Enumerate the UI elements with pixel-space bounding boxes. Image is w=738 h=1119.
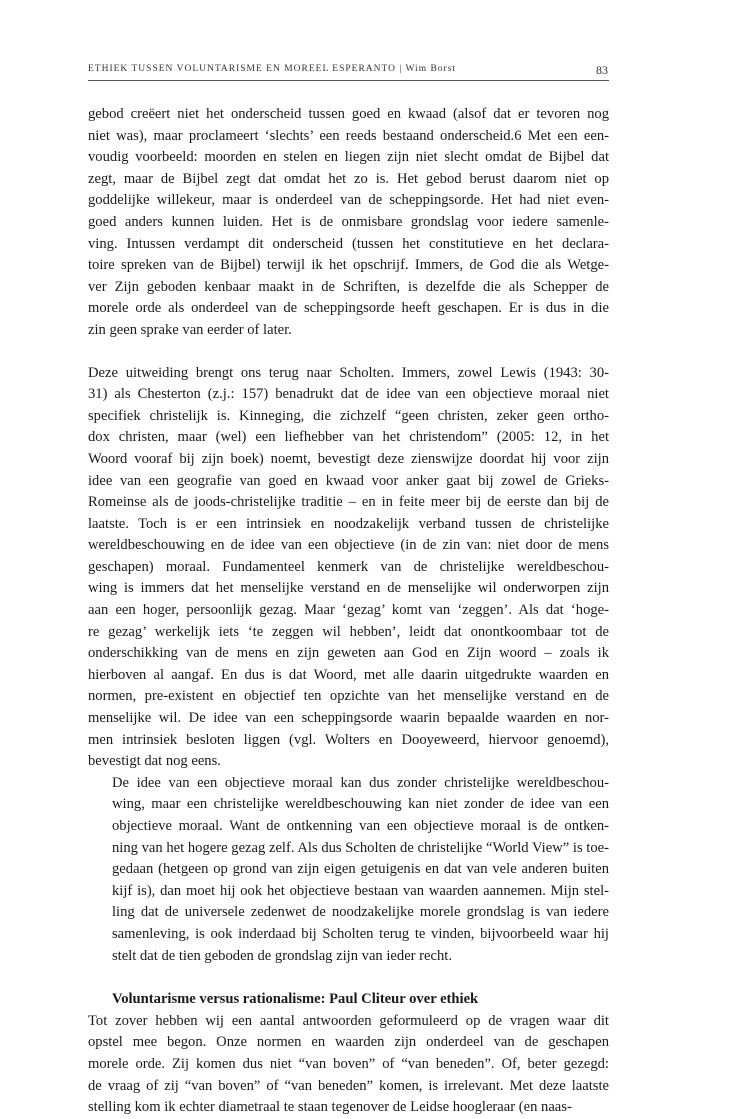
text-line: Deze uitweiding brengt ons terug naar Scholten. Immers, zowel Lewis (1943: 30- [88, 364, 609, 381]
text-line: ver Zijn geboden kenbaar maakt in de Schriften, is dezelfde die als Schepper de [88, 278, 609, 295]
text-line: hierboven al aangaf. En dus is dat Woord, met alle daarin uitgedrukte waarden en [88, 666, 609, 683]
text-line: stelling kom ik echter diametraal te staan tegenover de Leidse hoogleraar (en naas- [88, 1099, 572, 1116]
text-line: menselijke wil. De idee van een scheppingsorde waarin bepaalde waarden en nor- [88, 710, 609, 727]
text-line: ving. Intussen verdampt dit onderscheid (tussen het constitutieve en het declara- [88, 235, 609, 252]
text-line: normen, pre-existent en objectief ten opzichte van het menselijke verstand en de [88, 688, 609, 705]
text-line: gedaan (hetgeen op grond van zijn eigen getuigenis en dat van vele anderen buiten [112, 861, 609, 878]
paragraph-1 [88, 104, 609, 342]
text-line: objectieve moraal. Want de ontkenning van een objectieve moraal is de ontken- [112, 818, 609, 834]
text-line: laatste. Toch is er een intrinsiek en noodzakelijk verband tussen de christelijke [88, 515, 609, 532]
text-line: wing, maar een christelijke wereldbeschouwing kan niet zonder de idee van een [112, 796, 609, 813]
text-line: Tot zover hebben wij een aantal antwoorden geformuleerd op de vragen waar dit [88, 1012, 609, 1029]
page-number: 83 [596, 63, 608, 77]
text-line: men intrinsiek besloten liggen (vgl. Wolters en Dooyeweerd, hiervoor genoemd), [88, 731, 609, 748]
text-line: toire spreken van de Bijbel) terwijl ik het opschrijf. Immers, de God die als Wetge- [88, 257, 609, 274]
text-line: gebod creëert niet het onderscheid tussen goed en kwaad (alsof dat er tevoren nog [88, 106, 609, 122]
text-line: wereldbeschouwing en de idee van een objectieve (in de zin van: niet door de mens [88, 537, 609, 554]
text-line: ning van het hogere gezag zelf. Als dus Scholten de christelijke “World View” is toe- [112, 839, 609, 856]
text-line: niet was), maar proclameert ‘slechts’ een reeds bestaand onderscheid.6 Met een een- [88, 127, 609, 144]
text-line: Woord vooraf bij zijn boek) noemt, bevestigt deze zienswijze doordat hij voor zijn [88, 450, 609, 467]
text-line: re gezag’ werkelijk iets ‘te zeggen wil hebben’, leidt dat onontkoombaar tot de [88, 623, 609, 640]
text-line: zegt, maar de Bijbel zegt dat omdat het zo is. Het gebod berust daarom niet op [88, 170, 609, 187]
section-heading: Voluntarisme versus rationalisme: Paul Cliteur over ethiek [112, 991, 479, 1008]
section-paragraph [88, 1011, 609, 1119]
text-line: Romeinse als de joods-christelijke traditie – en in feite meer bij de eerste dan bij de [88, 494, 609, 511]
paragraph-3 [88, 773, 609, 967]
text-line: geschapen) moraal. Fundamenteel kenmerk van de christelijke wereldbeschou- [88, 558, 609, 575]
body-text [88, 104, 609, 1119]
text-line: stelt dat de tien geboden de grondslag zijn van ieder recht. [112, 947, 452, 964]
text-line: bevestigt dat nog eens. [88, 753, 221, 770]
text-line: ling dat de universele zedenwet de noodzakelijke morele grondslag is van iedere [112, 904, 609, 921]
text-line: idee van een geografie van goed en kwaad voor anker gaat bij zowel de Grieks- [88, 472, 609, 489]
text-line: goed anders kunnen luiden. Het is de onmisbare grondslag voor iedere samenle- [88, 213, 609, 230]
text-line: voudig voorbeeld: moorden en stelen en liegen zijn niet slecht omdat de Bijbel dat [88, 149, 609, 166]
text-line: samenleving, is ook inderdaad bij Scholten terug te vinden, bijvoorbeeld waar hij [112, 925, 609, 942]
paragraph-2 [88, 363, 609, 773]
header-rule [88, 80, 609, 81]
text-line: goddelijke willekeur, maar is onderdeel van de scheppingsorde. Het had niet even- [88, 192, 609, 209]
text-line: morele orde. Zij komen dus niet “van boven” of “van beneden”. Of, beter gezegd: [88, 1055, 609, 1072]
text-line: de vraag of zij “van boven” of “van beneden” komen, is irrelevant. Met deze laatste [88, 1077, 609, 1094]
text-line: aan een hoger, persoonlijk gezag. Maar ‘gezag’ komt van ‘zeggen’. Als dat ‘hoge- [88, 602, 609, 619]
text-line: onderschikking van de mens en zijn geweten aan God en Zijn woord – zoals ik [88, 645, 609, 662]
text-line: De idee van een objectieve moraal kan dus zonder christelijke wereldbeschou- [112, 774, 609, 791]
text-line: morele orde als onderdeel van de scheppingsorde heeft geschapen. Er is dus in die [88, 300, 609, 317]
text-line: kijf is), dan moet hij ook het objectieve bestaan van waarden aannemen. Mijn stel- [112, 882, 609, 899]
text-line: specifiek christelijk is. Kinneging, die zichzelf “geen christen, zeker geen ortho- [88, 407, 609, 424]
text-line: 31) als Chesterton (z.j.: 157) benadrukt dat de idee van een objectieve moraal niet [88, 386, 609, 403]
running-title: ETHIEK TUSSEN VOLUNTARISME EN MOREEL ESPERANTO | Wim Borst [88, 64, 457, 74]
text-line: wing is immers dat het menselijke verstand en de menselijke wil onderworpen zijn [88, 580, 609, 597]
text-line: zin geen sprake van eerder of later. [88, 321, 292, 338]
text-line: dox christen, maar (wel) een liefhebber van het christendom” (2005: 12, in het [88, 429, 609, 446]
text-line: opstel mee begon. Onze normen en waarden zijn onderdeel van de geschapen [88, 1034, 609, 1051]
running-header [88, 64, 608, 80]
